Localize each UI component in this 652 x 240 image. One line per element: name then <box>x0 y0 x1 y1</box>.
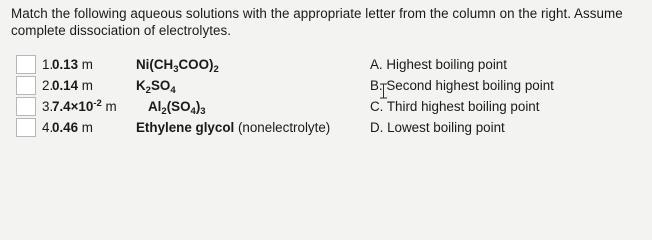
text-cursor-icon <box>379 83 388 99</box>
item-number: 1. <box>42 57 54 72</box>
question-instructions: Match the following aqueous solutions with the appropriate letter from the column on the right. Assume complete dissociation of electrolytes. <box>11 6 623 38</box>
answer-option-c: C. Third highest boiling point <box>370 99 540 114</box>
answer-option-d: D. Lowest boiling point <box>370 120 505 135</box>
item-concentration: 0.46 m <box>52 120 93 135</box>
item-formula: $Al_2(SO_4)_3$ <box>148 99 206 117</box>
item-concentration: $7.4\times 10^{-2}$ m <box>52 98 117 114</box>
matching-row-3 <box>0 97 652 118</box>
matching-row-4 <box>0 118 652 139</box>
item-formula: Ethylene glycol (nonelectrolyte) <box>136 120 331 135</box>
item-number: 3. <box>42 99 54 114</box>
item-number: 4. <box>42 120 54 135</box>
answer-input-2[interactable] <box>16 76 36 95</box>
item-concentration: 0.14 m <box>52 78 93 93</box>
matching-row-2 <box>0 76 652 97</box>
item-concentration: 0.13 m <box>52 57 93 72</box>
answer-option-b: B. Second highest boiling point <box>370 78 554 93</box>
item-number: 2. <box>42 78 54 93</box>
answer-input-1[interactable] <box>16 55 36 74</box>
answer-input-3[interactable] <box>16 97 36 116</box>
matching-row-1 <box>0 55 652 76</box>
item-formula: $Ni(CH_3COO)_2$ <box>136 57 219 75</box>
answer-option-a: A. Highest boiling point <box>370 57 507 72</box>
answer-input-4[interactable] <box>16 118 36 137</box>
item-formula: $K_2SO_4$ <box>136 78 176 96</box>
